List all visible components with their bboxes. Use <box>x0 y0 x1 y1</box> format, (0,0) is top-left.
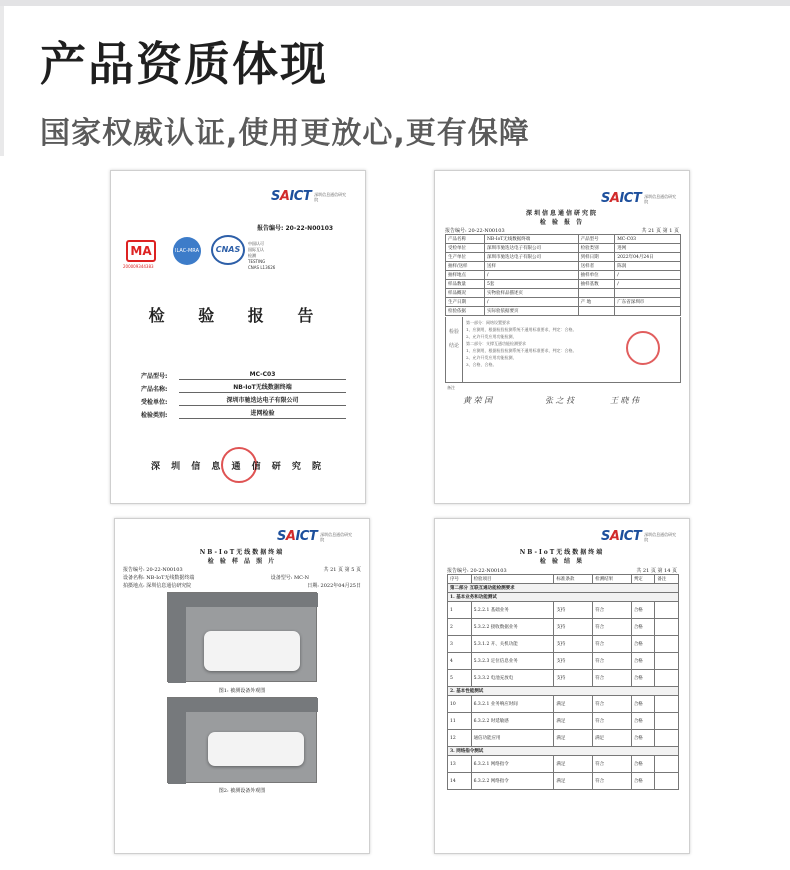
table-row <box>448 730 679 747</box>
saict-logo: SAICT 深圳信息通信研究院 <box>601 191 677 206</box>
report-number: 报告编号: 20-22-N00103 <box>257 225 334 232</box>
table-cell: 支持 <box>554 602 593 619</box>
sample-photo-document <box>114 518 370 854</box>
saict-logo <box>271 189 348 204</box>
table-cell: MC-C03 <box>615 235 681 244</box>
saict-logo: SAICT 深圳信息通信研究院 <box>601 529 677 544</box>
table-row <box>448 636 679 653</box>
table-cell: 送样 <box>484 262 578 271</box>
table-cell: 检测结果 <box>593 575 632 584</box>
cma-logo: MA <box>126 240 156 262</box>
table-cell: 5.3.2.3 定位信息业务 <box>471 653 554 670</box>
table-cell: 深圳市驰迭达电子有限公司 <box>484 253 578 262</box>
table-cell: 支持 <box>554 653 593 670</box>
table-row <box>448 713 679 730</box>
signature-review: 张 之 技 <box>545 396 575 405</box>
table-cell: 合格 <box>631 773 655 790</box>
conclusion-line: 1、应测用，根据检验检测系统不通用标准要求，判定：合格。 <box>466 327 577 332</box>
table-cell: 符合 <box>593 670 632 687</box>
signature-tester: 王 晓 伟 <box>610 396 640 405</box>
table-cell: 支持 <box>554 636 593 653</box>
table-cell: 3. 网络指令测试 <box>448 747 679 756</box>
table-cell: 符合 <box>593 696 632 713</box>
table-cell: 满足 <box>554 713 593 730</box>
table-cell: / <box>484 271 578 280</box>
table-cell <box>655 670 679 687</box>
table-cell: 2. 基本性能测试 <box>448 687 679 696</box>
table-cell: 合格 <box>631 653 655 670</box>
table-cell: 6.3.2.1 网络指令 <box>471 756 554 773</box>
cert-text: 中国认可 国际互认 检测 TESTING CNAS L13626 <box>248 241 276 270</box>
table-cell: 合格 <box>631 730 655 747</box>
table-cell: 样品概况 <box>446 289 485 298</box>
conclusion-line: 3、合格，合格。 <box>466 362 497 367</box>
table-cell: 1. 基本业务和功能测试 <box>448 593 679 602</box>
table-row <box>448 756 679 773</box>
conclusion-label: 检验结论 <box>449 329 460 349</box>
results-table <box>447 574 679 790</box>
table-row <box>448 670 679 687</box>
table-cell: 13 <box>448 756 472 773</box>
table-cell: 实物验样品描述页 <box>484 289 578 298</box>
table-cell: 6.3.2.1 业务响应时间 <box>471 696 554 713</box>
sample-photo-2 <box>167 697 317 783</box>
table-cell: 通信功能应用 <box>471 730 554 747</box>
page-title: 产品资质体现 <box>40 37 328 91</box>
table-cell: 陈润 <box>615 262 681 271</box>
table-row <box>448 584 679 593</box>
conclusion-line: 第一部分：网络设置要求 <box>466 320 510 325</box>
table-cell: 10 <box>448 696 472 713</box>
table-cell: 2 <box>448 619 472 636</box>
table-cell: 符合 <box>593 619 632 636</box>
table-cell <box>655 653 679 670</box>
table-cell: 4 <box>448 653 472 670</box>
field-row: 受检单位: 深圳市驰迭达电子有限公司 <box>141 393 346 406</box>
cnas-logo: CNAS <box>211 235 245 265</box>
table-cell <box>655 619 679 636</box>
table-cell: 支持 <box>554 619 593 636</box>
table-cell: 支持 <box>554 670 593 687</box>
table-row <box>448 696 679 713</box>
table-cell: 符合 <box>593 756 632 773</box>
table-cell: 5.3.1.2 开、关机功能 <box>471 636 554 653</box>
table-cell: 合格 <box>631 756 655 773</box>
table-cell: 5.2.2.1 基础业务 <box>471 602 554 619</box>
table-cell: 产品型号 <box>578 235 615 244</box>
table-cell: 合格 <box>631 713 655 730</box>
conclusion-box <box>445 317 681 383</box>
table-cell: 满足 <box>554 773 593 790</box>
table-cell: 抽样基数 <box>578 280 615 289</box>
field-row: 产品型号: MC-C03 <box>141 367 346 380</box>
table-cell: 序号 <box>448 575 472 584</box>
table-cell: 满足 <box>554 730 593 747</box>
field-row: 产品名称: NB-IoT无线数据终端 <box>141 380 346 393</box>
table-cell: 6.3.2.2 网络指令 <box>471 773 554 790</box>
table-row <box>446 244 681 253</box>
field-row: 检验类别: 进网检验 <box>141 406 346 419</box>
device-name: 设备名称: NB-IoT无线数据终端 <box>123 575 195 581</box>
table-cell: 广东省深圳市 <box>615 298 681 307</box>
doc-header: 深圳信息通信研究院 <box>525 210 598 217</box>
table-cell: 送样者 <box>578 262 615 271</box>
table-cell: 检验类别 <box>578 244 615 253</box>
table-cell <box>578 289 615 298</box>
table-cell: / <box>484 298 578 307</box>
conclusion-text <box>466 319 577 368</box>
table-cell: 合格 <box>631 696 655 713</box>
table-cell: 12 <box>448 730 472 747</box>
report-cover-document <box>110 170 366 504</box>
table-row <box>448 653 679 670</box>
table-cell: 判定 <box>631 575 655 584</box>
conclusion-line: 2、允许开发应用功能检测， <box>466 334 517 339</box>
doc-subtitle: 检 验 样 品 照 片 <box>207 558 277 565</box>
saict-logo-sub: 深圳信息通信研究院 <box>314 191 347 202</box>
table-cell: / <box>615 280 681 289</box>
sample-photo-1 <box>167 592 317 682</box>
table-cell: 6.3.2.2 时延敏感 <box>471 713 554 730</box>
shot-location: 拍摄地点: 深圳信息通信研究院 <box>123 583 192 589</box>
table-row <box>446 235 681 244</box>
table-row <box>446 307 681 316</box>
remarks-label: 备注 <box>447 385 455 390</box>
doc-header-line: 报告编号: 20-22-N00103 共 21 页 第 14 页 <box>447 568 677 574</box>
table-cell: 合格 <box>631 619 655 636</box>
table-cell: NB-IoT无线数据终端 <box>484 235 578 244</box>
table-cell <box>655 713 679 730</box>
table-row <box>446 262 681 271</box>
table-cell: 实际验依据要页 <box>484 307 578 316</box>
doc-header-line: 报告编号: 20-22-N00103 共 21 页 第 1 页 <box>445 228 679 234</box>
table-row <box>448 773 679 790</box>
ilac-mra-logo: ILAC-MRA <box>173 237 201 265</box>
table-cell: 满足 <box>593 730 632 747</box>
table-cell <box>655 730 679 747</box>
table-row <box>448 575 679 584</box>
report-fields <box>141 367 346 419</box>
signature-approve: 黄 荣 国 <box>463 396 493 405</box>
table-cell: 抽样单位 <box>578 271 615 280</box>
table-cell: 深圳市驰迭达电子有限公司 <box>484 244 578 253</box>
table-row <box>448 619 679 636</box>
table-cell: 检验依据 <box>446 307 485 316</box>
table-cell: 合格 <box>631 636 655 653</box>
table-cell <box>615 307 681 316</box>
table-cell: 合格 <box>631 670 655 687</box>
page-subtitle: 国家权威认证,使用更放心,更有保障 <box>40 116 530 151</box>
conclusion-line: 2、允许开发应用功能检测， <box>466 355 517 360</box>
table-cell: 5.3.2.2 接收数据业务 <box>471 619 554 636</box>
institute-name: 深 圳 信 息 通 信 研 究 院 <box>150 462 326 472</box>
table-cell <box>655 773 679 790</box>
saict-logo-text: SAICT <box>271 189 312 204</box>
conclusion-line: 第二部分：支撑互通功能检测要求 <box>466 341 526 346</box>
doc-title: NB-IoT无线数据终端 <box>199 549 285 556</box>
table-row <box>446 280 681 289</box>
table-cell: 样品数量 <box>446 280 485 289</box>
table-cell: 符合 <box>593 602 632 619</box>
table-cell <box>578 307 615 316</box>
table-cell <box>655 602 679 619</box>
table-cell: / <box>615 271 681 280</box>
top-border <box>0 0 790 6</box>
table-cell: 5.3.3.2 电池充放电 <box>471 670 554 687</box>
table-cell <box>655 756 679 773</box>
table-row <box>448 602 679 619</box>
table-cell: 符合 <box>593 773 632 790</box>
table-cell <box>655 696 679 713</box>
table-row <box>446 253 681 262</box>
table-cell: 产 地 <box>578 298 615 307</box>
left-accent <box>0 6 4 156</box>
report-summary-document <box>434 170 690 504</box>
table-row <box>446 289 681 298</box>
table-cell: 进网 <box>615 244 681 253</box>
table-cell: 符合 <box>593 653 632 670</box>
table-cell: 备注 <box>655 575 679 584</box>
table-cell: 3 <box>448 636 472 653</box>
table-row <box>448 747 679 756</box>
table-cell: 第二部分 互联互通功能检测要求 <box>448 584 679 593</box>
doc-subtitle: 检 验 结 果 <box>539 558 585 565</box>
table-cell: 生产日期 <box>446 298 485 307</box>
table-cell: 满足 <box>554 696 593 713</box>
table-cell <box>655 636 679 653</box>
table-cell: 满足 <box>554 756 593 773</box>
table-cell: 1 <box>448 602 472 619</box>
table-cell: 2022年04月24日 <box>615 253 681 262</box>
table-row <box>446 298 681 307</box>
table-cell: 符合 <box>593 636 632 653</box>
device-model: 设备型号: MC-N <box>270 575 309 581</box>
photo-caption: 图2: 被测设备外观图 <box>218 788 266 794</box>
device-image <box>204 631 300 671</box>
table-cell: 5套 <box>484 280 578 289</box>
table-row <box>446 271 681 280</box>
table-cell: 抽样地点 <box>446 271 485 280</box>
test-results-document <box>434 518 690 854</box>
saict-logo: SAICT 深圳信息通信研究院 <box>277 529 353 544</box>
conclusion-line: 1、应测用，根据检验检测系统不通用标准要求，判定：合格。 <box>466 348 577 353</box>
table-row <box>448 687 679 696</box>
table-cell: 生产单位 <box>446 253 485 262</box>
table-cell: 产品名称 <box>446 235 485 244</box>
summary-table <box>445 234 681 316</box>
table-cell: 抽样/送样 <box>446 262 485 271</box>
photo-caption: 图1: 被测设备外观图 <box>218 688 266 694</box>
table-cell: 受检单位 <box>446 244 485 253</box>
table-cell: 检验项目 <box>471 575 554 584</box>
table-cell: 符合 <box>593 713 632 730</box>
shot-date: 日期: 2022年04月25日 <box>307 583 361 589</box>
report-title: 检 验 报 告 <box>148 306 328 325</box>
table-cell: 到样日期 <box>578 253 615 262</box>
cma-number: 200009344383 <box>123 264 154 269</box>
table-row <box>448 593 679 602</box>
table-cell: 5 <box>448 670 472 687</box>
doc-header-line: 报告编号: 20-22-N00103 共 21 页 第 5 页 <box>123 567 361 573</box>
table-cell: 合格 <box>631 602 655 619</box>
table-cell: 14 <box>448 773 472 790</box>
table-cell: 标准条款 <box>554 575 593 584</box>
device-image <box>208 732 304 766</box>
doc-title: NB-IoT无线数据终端 <box>519 549 605 556</box>
table-cell: 11 <box>448 713 472 730</box>
red-seal-stamp <box>626 331 660 365</box>
doc-title: 检 验 报 告 <box>539 219 585 226</box>
table-cell <box>615 289 681 298</box>
